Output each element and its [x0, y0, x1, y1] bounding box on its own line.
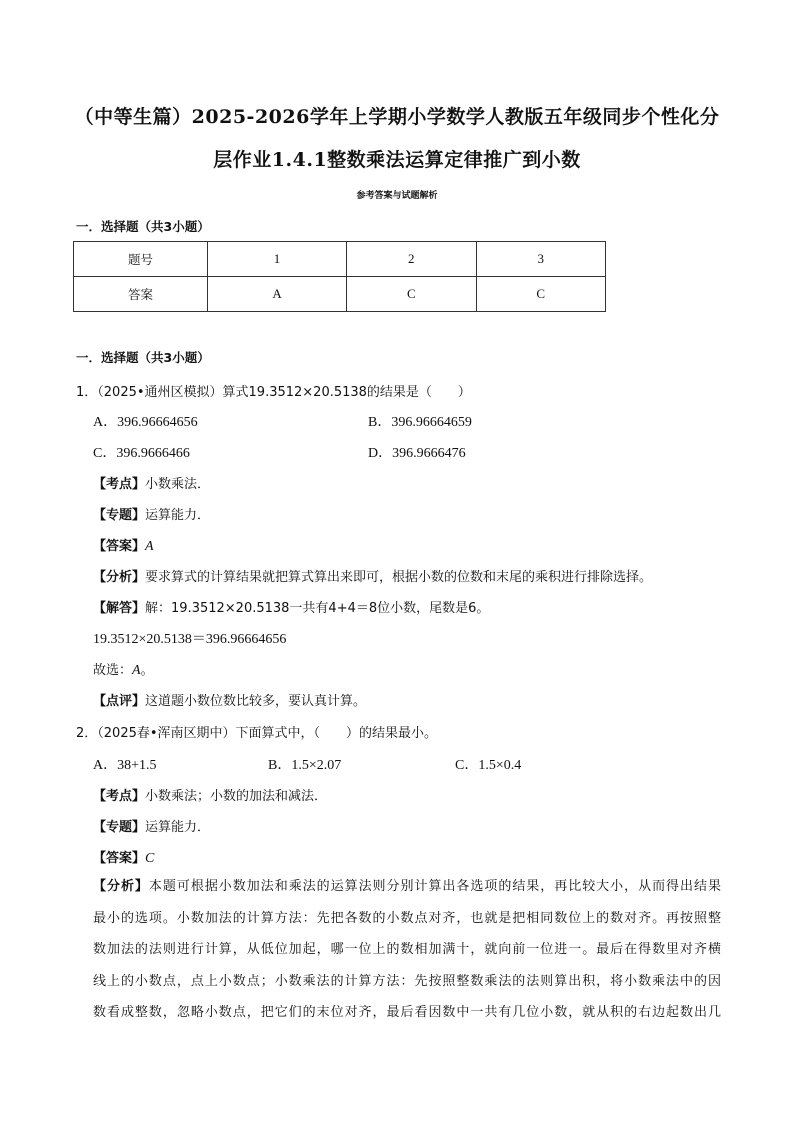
q1-jieda [93, 597, 489, 616]
doc-title-line-1: （中等生篇）2025-2026学年上学期小学数学人教版五年级同步个性化分 [74, 106, 720, 128]
q1-dianping-tag: 【点评】 [93, 694, 146, 709]
doc-subtitle: 参考答案与试题解析 [356, 191, 438, 201]
q2-stem: 2．（2025春•浑南区期中）下面算式中，（ ）的结果最小。 [76, 726, 438, 741]
q1-daan [93, 535, 154, 555]
q1-jieda-tag: 【解答】 [93, 601, 146, 616]
q1-option-c: C．396.9666466 [93, 446, 190, 461]
q2-daan-text: C [145, 851, 155, 866]
q1-dianping [93, 690, 366, 709]
q1-fenxi-tag: 【分析】 [93, 570, 146, 585]
answer-table-number: 1 [208, 242, 347, 277]
q2-daan-tag: 【答案】 [93, 851, 146, 866]
answer-section-heading: 一．选择题（共3小题） [76, 219, 210, 234]
q1-kaodian-tag: 【考点】 [93, 477, 146, 492]
answer-table-header-label: 题号 [74, 242, 208, 277]
answer-table-answer: A [208, 277, 347, 312]
q1-daan-text: A [145, 539, 154, 554]
q1-option-a: A．396.96664656 [93, 415, 198, 430]
q1-fenxi [93, 566, 652, 585]
q1-choice-value: A [132, 663, 141, 678]
answer-table-number: 3 [476, 242, 605, 277]
q2-option-c: C．1.5×0.4 [455, 758, 522, 773]
q2-kaodian-text: 小数乘法；小数的加法和减法． [145, 789, 328, 804]
q1-option-b: B．396.96664659 [368, 415, 472, 430]
q2-fenxi-text: 本题可根据小数加法和乘法的运算法则分别计算出各选项的结果，再比较大小，从而得出结果 [148, 879, 721, 894]
answer-table-answer: C [476, 277, 605, 312]
q1-fenxi-text: 要求算式的计算结果就把算式算出来即可，根据小数的位数和末尾的乘积进行排除选择。 [145, 570, 653, 585]
q1-jieda-text: 解：19.3512×20.5138一共有4+4＝8位小数，尾数是6。 [145, 601, 490, 616]
q2-option-b: B．1.5×2.07 [268, 758, 342, 773]
q1-kaodian-text: 小数乘法． [145, 477, 211, 492]
answer-table-number: 2 [347, 242, 476, 277]
q2-fenxi-tag: 【分析】 [93, 879, 149, 894]
q1-calc: 19.3512×20.5138＝396.96664656 [93, 632, 287, 647]
q1-kaodian [93, 473, 210, 492]
questions-section-heading: 一．选择题（共3小题） [76, 350, 210, 365]
q2-zhuanti-text: 运算能力． [145, 820, 211, 835]
q1-option-d: D．396.9666476 [368, 446, 466, 461]
q2-zhuanti-tag: 【专题】 [93, 820, 146, 835]
q1-dianping-text: 这道题小数位数比较多，要认真计算。 [145, 694, 367, 709]
answer-table [73, 241, 606, 312]
q2-kaodian [93, 785, 327, 804]
q1-zhuanti-text: 运算能力． [145, 508, 211, 523]
q2-zhuanti [93, 816, 210, 835]
answer-table-header-row [74, 242, 606, 277]
q2-fenxi-line: 最小的选项。小数加法的计算方法：先把各数的小数点对齐，也就是把相同数位上的数对齐。再按照整 [93, 910, 721, 926]
q1-zhuanti-tag: 【专题】 [93, 508, 146, 523]
q2-fenxi-line: 线上的小数点，点上小数点；小数乘法的计算方法：先按照整数乘法的法则算出积，将小数乘法中的因 [93, 973, 721, 989]
q2-fenxi-line: 数加法的法则进行计算，从低位加起，哪一位上的数相加满十，就向前一位进一。最后在得数里对齐横 [93, 942, 721, 957]
q2-option-a: A．38+1.5 [93, 758, 157, 773]
q2-fenxi-line: 数看成整数，忽略小数点，把它们的末位对齐，最后看因数中一共有几位小数，就从积的右边起数出几 [93, 1005, 721, 1020]
q2-fenxi-line [93, 871, 721, 903]
doc-title-line-2: 层作业1.4.1整数乘法运算定律推广到小数 [213, 149, 581, 171]
q1-daan-tag: 【答案】 [93, 539, 146, 554]
q1-choice [93, 659, 154, 679]
q2-daan [93, 847, 154, 867]
q1-stem: 1．（2025•通州区模拟）算式19.3512×20.5138的结果是（ ） [76, 385, 471, 400]
q2-fenxi [93, 871, 721, 1029]
q2-kaodian-tag: 【考点】 [93, 789, 146, 804]
answer-table-answer-label: 答案 [74, 277, 208, 312]
q1-zhuanti [93, 504, 210, 523]
answer-table-answer: C [347, 277, 476, 312]
q1-choice-suffix: 。 [140, 663, 154, 678]
answer-table-answer-row [74, 277, 606, 312]
q1-choice-prefix: 故选： [93, 663, 133, 678]
